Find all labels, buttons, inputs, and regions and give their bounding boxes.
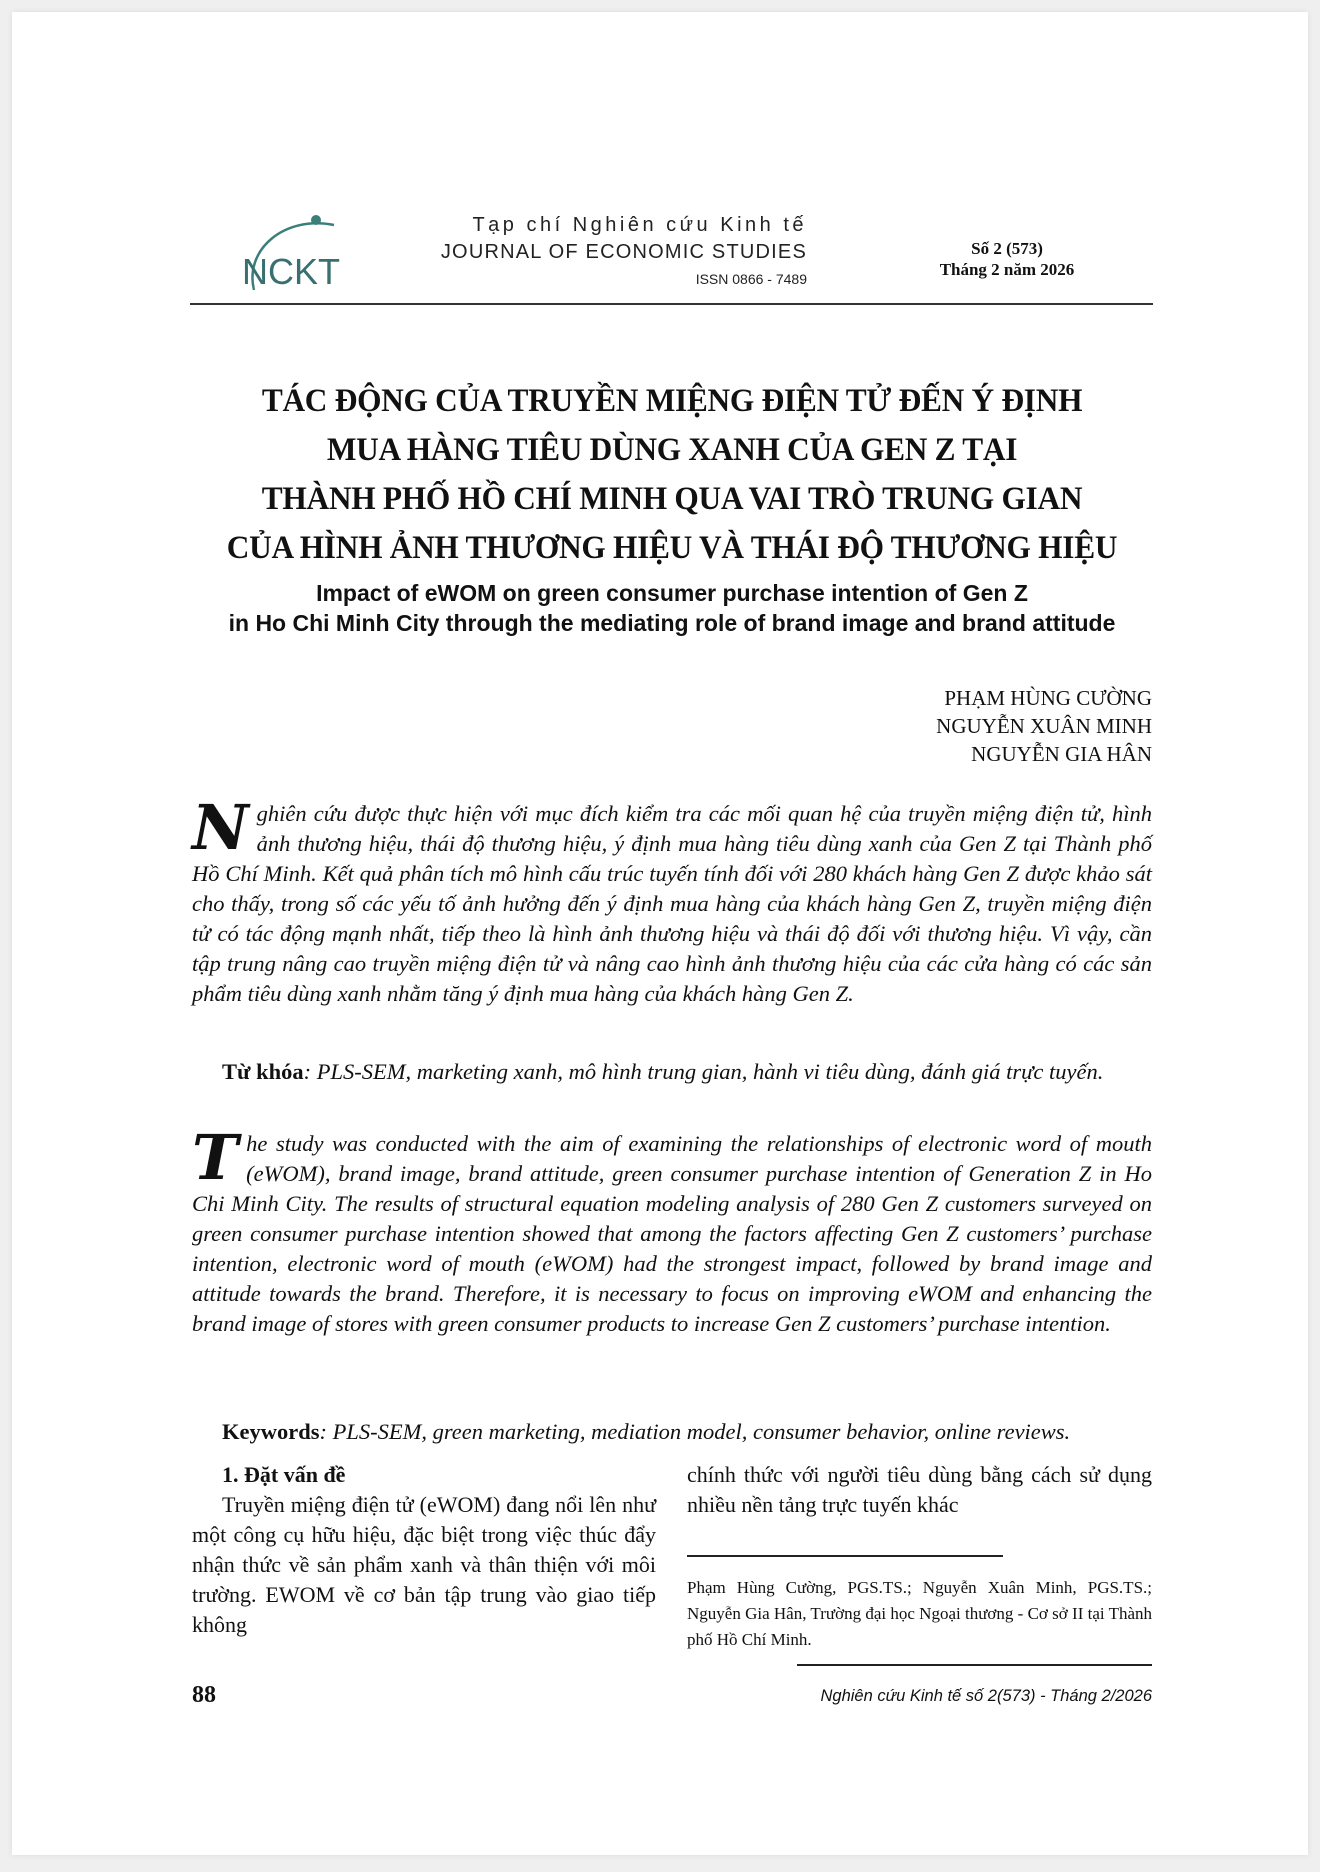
author-footnote: Phạm Hùng Cường, PGS.TS.; Nguyễn Xuân Minh, PGS.TS.; Nguyễn Gia Hân, Trường đại học Ngoại thương - Cơ sở II tại Thành phố Hồ Chí Minh. [687,1578,1152,1649]
body-paragraph: Truyền miệng điện tử (eWOM) đang nổi lên như một công cụ hữu hiệu, đặc biệt trong việc thúc đẩy nhận thức về sản phẩm xanh và thân thiện với môi trường. EWOM về cơ bản tập trung vào giao tiếp không [192,1492,656,1637]
abstract-vn-text: ghiên cứu được thực hiện với mục đích kiểm tra các mối quan hệ của truyền miệng điện tử, hình ảnh thương hiệu, thái độ thương hiệu, ý định mua hàng tiêu dùng xanh của Gen Z tại Thành phố Hồ Chí Minh. Kết quả phân tích mô hình cấu trúc tuyến tính đối với 280 khách hàng Gen Z được khảo sát cho thấy, trong số các yếu tố ảnh hưởng đến ý định mua hàng của khách hàng Gen Z, truyền miệng điện tử có tác động mạnh nhất, tiếp theo là hình ảnh thương hiệu và thái độ đối với thương hiệu. Vì vậy, cần tập trung nâng cao truyền miệng điện tử và nâng cao hình ảnh thương hiệu của các cửa hàng có các sản phẩm tiêu dùng xanh nhằm tăng ý định mua hàng của khách hàng Gen Z. [192,801,1152,1006]
title-line: THÀNH PHỐ HỒ CHÍ MINH QUA VAI TRÒ TRUNG GIAN [261,481,1083,517]
author-name: NGUYỄN GIA HÂN [971,742,1152,766]
issue-number: Số 2 (573) [971,239,1043,258]
subtitle-line: in Ho Chi Minh City through the mediating role of brand image and brand attitude [228,610,1116,636]
journal-logo [234,210,354,300]
author-name: PHẠM HÙNG CƯỜNG [944,686,1152,710]
journal-name-en: JOURNAL OF ECONOMIC STUDIES [440,241,807,263]
title-line: TÁC ĐỘNG CỦA TRUYỀN MIỆNG ĐIỆN TỬ ĐẾN Ý ĐỊNH [261,383,1083,419]
subtitle-line: Impact of eWOM on green consumer purchase intention of Gen Z [316,580,1028,606]
dropcap: N [192,791,249,864]
issue-info [902,238,1112,280]
abstract-vn [192,791,1152,1009]
article-title [197,377,1147,573]
article-subtitle [162,578,1182,638]
keywords-vn-text: : PLS-SEM, marketing xanh, mô hình trung gian, hành vi tiêu dùng, đánh giá trực tuyến. [303,1059,1104,1084]
keywords-vn-label: Từ khóa [222,1059,304,1084]
section-heading: 1. Đặt vấn đề [222,1462,346,1487]
keywords-en-label: Keywords [222,1419,320,1444]
running-footer: Nghiên cứu Kinh tế số 2(573) - Tháng 2/2026 [820,1687,1152,1705]
abstract-en [192,1121,1152,1339]
issue-date: Tháng 2 năm 2026 [939,260,1075,279]
keywords-en-text: : PLS-SEM, green marketing, mediation model, consumer behavior, online reviews. [319,1419,1071,1444]
title-line: CỦA HÌNH ẢNH THƯƠNG HIỆU VÀ THÁI ĐỘ THƯƠNG HIỆU [226,530,1118,566]
journal-page [12,12,1308,1855]
footer-rule [797,1664,1152,1666]
logo-text: NCKT [242,251,340,292]
body-column-left [192,1460,656,1640]
issn: ISSN 0866 - 7489 [695,271,807,287]
footnote-rule [687,1555,1003,1557]
abstract-en-text: he study was conducted with the aim of examining the relationships of electronic word of mouth (eWOM), brand image, brand attitude, green consumer purchase intention of Generation Z in Ho Chi Minh City. The results of structural equation modeling analysis of 280 Gen Z customers surveyed on green consumer purchase intention showed that among the factors affecting Gen Z customers’ purchase intention, electronic word of mouth (eWOM) had the strongest impact, followed by brand image and attitude towards the brand. Therefore, it is necessary to focus on improving eWOM and enhancing the brand image of stores with green consumer products to increase Gen Z customers’ purchase intention. [192,1131,1152,1336]
body-column-right: chính thức với người tiêu dùng bằng cách sử dụng nhiều nền tảng trực tuyến khác [687,1462,1152,1517]
keywords-en [222,1417,1152,1447]
journal-name-vn: Tạp chí Nghiên cứu Kinh tế [472,214,807,236]
logo-arc-icon [234,210,354,300]
header-rule [190,303,1153,305]
page-number: 88 [192,1682,216,1708]
author-list [812,684,1152,768]
keywords-vn [192,1057,1152,1087]
title-line: MUA HÀNG TIÊU DÙNG XANH CỦA GEN Z TẠI [326,432,1018,468]
dropcap: T [192,1121,239,1194]
author-name: NGUYỄN XUÂN MINH [936,714,1152,738]
